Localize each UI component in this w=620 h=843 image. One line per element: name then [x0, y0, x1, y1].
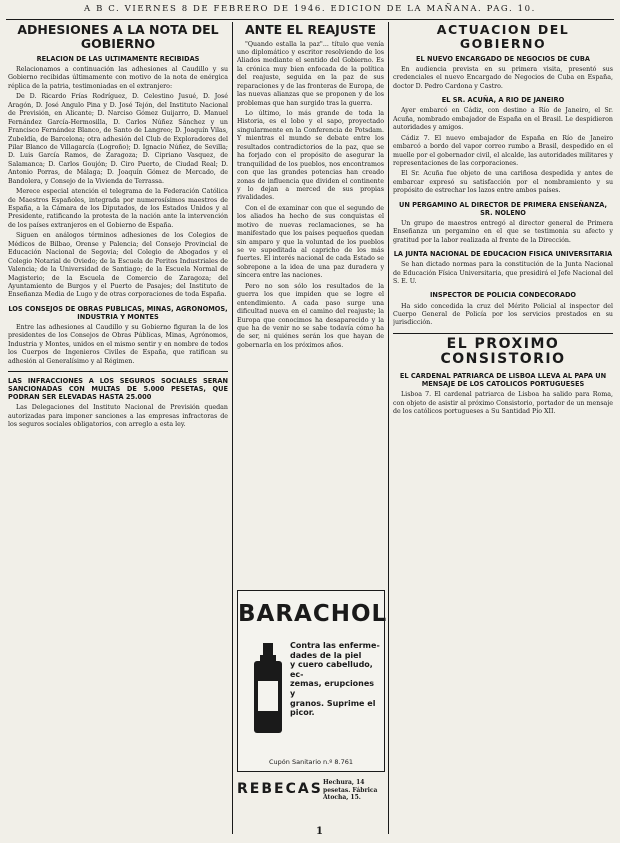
ad-line: granos. Suprime el: [290, 698, 376, 708]
article-paragraph: Lisboa 7. El cardenal patriarca de Lisboa ha salido para Roma, con objeto de asistir al próximo Consistorio, portador de un mensaje de los católicos portugueses a Su Santidad Pío XII.: [393, 391, 613, 415]
subhead-acuna: EL SR. ACUÑA, A RIO DE JANEIRO: [441, 96, 565, 105]
ad-line: y cuero cabelludo, ec-: [290, 660, 373, 679]
article-paragraph: Las Delegaciones del Instituto Nacional de Previsión quedan autorizadas para imponer sanciones a las empresas infractoras de los seguros sociales obligatorios, con arreglo a esta ley.: [8, 404, 228, 429]
article-paragraph: Cádiz 7. El nuevo embajador de España en Río de Janeiro embarcó a bordo del vapor correo rumbo a Brasil, despedido en el muelle por el gobernador civil, el alcalde, las autoridades militares y representaciones de las corporaciones.: [393, 134, 613, 167]
article-paragraph: Ayer embarcó en Cádiz, con destino a Río de Janeiro, el Sr. Acuña, nombrado embajador de España en el Brasil. Le despidieron autoridades y amigos.: [393, 107, 613, 132]
headline-actuacion: ACTUACION DEL GOBIERNO: [436, 23, 570, 51]
article-paragraph: Ha sido concedida la cruz del Mérito Policial al inspector del Cuerpo General de Policía por los servicios prestados en su jurisdicción.: [393, 302, 613, 327]
article-paragraph: Con el de examinar con que el segundo de los aliados ha hecho de sus conquistas el motivo de nuevas reclamaciones, se ha manifestado que los países pequeños quedan sin amparo y que la voluntad de los pueblos se ve supeditada al capricho de los más fuertes. El interés nacional de cada Estado se sobrepone a la idea de una paz duradera y sincera entre las naciones.: [237, 204, 384, 280]
column-gobierno: [393, 23, 613, 835]
article-paragraph: Pero no son sólo los resultados de la guerra los que impiden que se logre el entendimiento. A cada paso surge una dificultad nueva en el camino del reajuste; la Europa que conocimos ha desaparecido y la que ha de venir no se sabe todavía cómo ha de ser, ni quiénes serán los que hayan de gobernarla en los próximos años.: [237, 282, 384, 349]
ad-line: Contra las enferme-: [290, 641, 380, 650]
product-bottle-icon: [248, 641, 288, 737]
article-paragraph: Merece especial atención el telegrama de la Federación Católica de Maestros Españoles, integrada por numerosísimos maestros de España, a la Cámara de los Diputados, de los Estados Unidos y al Presidente, ratificando la protesta de la nación ante la intervención de los países extranjeros en el Gobierno de España.: [8, 188, 228, 229]
column-rule-2: [388, 22, 389, 834]
ad-line: dades de la piel: [290, 650, 362, 660]
article-paragraph: En audiencia prevista en su primera visita, presentó sus credenciales el nuevo Encargado de Negocios de Cuba en España, doctor D. Pedro Cardona y Castro.: [393, 66, 613, 90]
article-paragraph: El Sr. Acuña fue objeto de una cariñosa despedida y antes de embarcar expresó su satisfacción por el nombramiento y su propósito de estrechar los lazos entre ambos países.: [393, 170, 613, 195]
column-rule-1: [232, 22, 233, 834]
article-paragraph: Lo último, lo más grande de toda la Historia, es el lobo y el sapo, proyectado singularmente en la Conferencia de Potsdam. Y mientras el mundo se debate entre los resultados contradictorios de la paz, que se ha forjado con el propósito de asegurar la tranquilidad de los pueblos, nos encontramos con que las grandes potencias han creado zonas de influencia que dividen el continente y lo dejan a merced de sus propias rivalidades.: [237, 110, 384, 202]
headline-adhesiones: ADHESIONES A LA NOTA DEL GOBIERNO: [17, 23, 219, 51]
head-rule: [6, 19, 614, 20]
page-signature: 1: [316, 826, 323, 837]
article-paragraph: Siguen en análogos términos adhesiones de los Colegios de Médicos de Bilbao, Orense y Palencia; del Consejo Provincial de Educación Nacional de Segovia; del Colegio de Abogados y el Colegio Notarial de Oviedo; de la Escuela de Peritos Industriales de Valencia; de la Universidad de Santiago; de la Escuela Normal de Magisterio; de la Escuela de Comercio de Zaragoza; del Ayuntamiento de Burgos y el Puerto de Pasajes; del Instituto de Enseñanza Media de Lugo y de otras corporaciones de toda España.: [8, 232, 228, 299]
article-paragraph: De D. Ricardo Frías Rodríguez, D. Celestino Jusué, D. José Aragón, D. José Angulo Pina y D. José Tejón, del Instituto Nacional de Previsión, en Alicante; D. Narciso Gómez Guijarro, D. Manuel Fernández García-Hermosilla, D. Carlos Núñez Sánchez y un Francisco Fernández Blanco, de Santo de Langreo; D. Joaquín Vilas, Zubeldía, de Barcelona; otra adhesión del Club de Exploradores del Pilar Blanco de Villagarcía (Logroño); D. Ignacio Núñez, de Sevilla; D. Luis García Ramos, de Zaragoza; D. Cipriano Vasquez, de Salamanca; D. Carlos Goujón; D. Ciro Puerto, de Ciudad Real; D. Antonio Porras, de Málaga; D. Joaquín Gómez de Mercado, de Bandolera, y Consejo de la Vivienda de Terrassa.: [8, 93, 228, 185]
headline-reajuste: ANTE EL REAJUSTE: [244, 23, 377, 37]
advertisement-rebecas: [237, 778, 385, 806]
column-adhesiones: [8, 23, 228, 835]
article-paragraph: Se han dictado normas para la constitución de la Junta Nacional de Educación Física Universitaria, que presidirá el Jefe Nacional del S. E. U.: [393, 261, 613, 286]
barachol-copy: [290, 641, 382, 718]
article-paragraph: Un grupo de maestros entregó al director general de Primera Enseñanza un pergamino en el que se testimonia su afecto y gratitud por la labor realizada al frente de la Dirección.: [393, 219, 613, 244]
article-paragraph: Relacionamos a continuación las adhesiones al Caudillo y su Gobierno recibidas últimamente con motivo de la nota de enérgica réplica de la patria, testimoniadas en el extranjero:: [8, 66, 228, 90]
subhead-ultimas: RELACION DE LAS ULTIMAMENTE RECIBIDAS: [36, 55, 200, 63]
subhead-pergamino: UN PERGAMINO AL DIRECTOR DE PRIMERA ENSEÑANZA, SR. NOLENO: [398, 200, 608, 217]
subhead-infracciones: LAS INFRACCIONES A LOS SEGUROS SOCIALES SERAN SANCIONADAS CON MULTAS DE 5.000 PESETAS, QUE PODRAN SER ELEVADAS HASTA 25.000: [8, 377, 228, 402]
article-paragraph: Entre las adhesiones al Caudillo y su Gobierno figuran la de los presidentes de los Consejos de Obras Públicas, Minas, Agrónomos, Industria y Montes, unidos en el mismo sentir y en nombre de todos los Cuerpos de Ingenieros Civiles de España, que ratifican su adhesión al Generalísimo y al Régimen.: [8, 323, 228, 365]
section-divider: [8, 371, 228, 372]
section-divider: [393, 333, 613, 334]
subhead-inspector: INSPECTOR DE POLICIA CONDECORADO: [429, 291, 577, 300]
rebecas-detail: Hechura, 14 pesetas. Fábrica Atocha, 15.: [323, 779, 378, 801]
advertisement-barachol: [237, 590, 388, 772]
barachol-footer: Cupón Sanitario n.º 8.761: [269, 758, 353, 766]
ad-line: picor.: [290, 708, 315, 718]
ad-line: zemas, erupciones y: [290, 679, 375, 698]
column-reajuste: [237, 23, 384, 583]
barachol-brand: BARACHOL: [238, 601, 388, 627]
headline-consistorio: EL PROXIMO CONSISTORIO: [440, 335, 566, 367]
rebecas-brand: REBECAS: [237, 781, 323, 797]
subhead-cuba: EL NUEVO ENCARGADO DE NEGOCIOS DE CUBA: [415, 55, 591, 63]
running-head: A B C. VIERNES 8 DE FEBRERO DE 1946. EDICION DE LA MAÑANA. PAG. 10.: [84, 4, 536, 14]
subhead-consejos: LOS CONSEJOS DE OBRAS PUBLICAS, MINAS, AGRONOMOS, INDUSTRIA Y MONTES: [8, 304, 228, 321]
subhead-junta: LA JUNTA NACIONAL DE EDUCACION FISICA UNIVERSITARIA: [393, 250, 613, 259]
subhead-cardenal: EL CARDENAL PATRIARCA DE LISBOA LLEVA AL PAPA UN MENSAJE DE LOS CATOLICOS PORTUGUESES: [399, 372, 607, 389]
article-paragraph: "Quando estalla la paz"... título que venía uno diplomático y escritor resolviendo de los Aliados mediante el sentido del Gobierno. Es la crónica muy bien enfocada de la política del reajuste, seguida en la paz de sus reparaciones y de las fronteras de Europa, de las nuevas alianzas que se proponen y de los problemas que han surgido tras la guerra.: [237, 40, 384, 107]
